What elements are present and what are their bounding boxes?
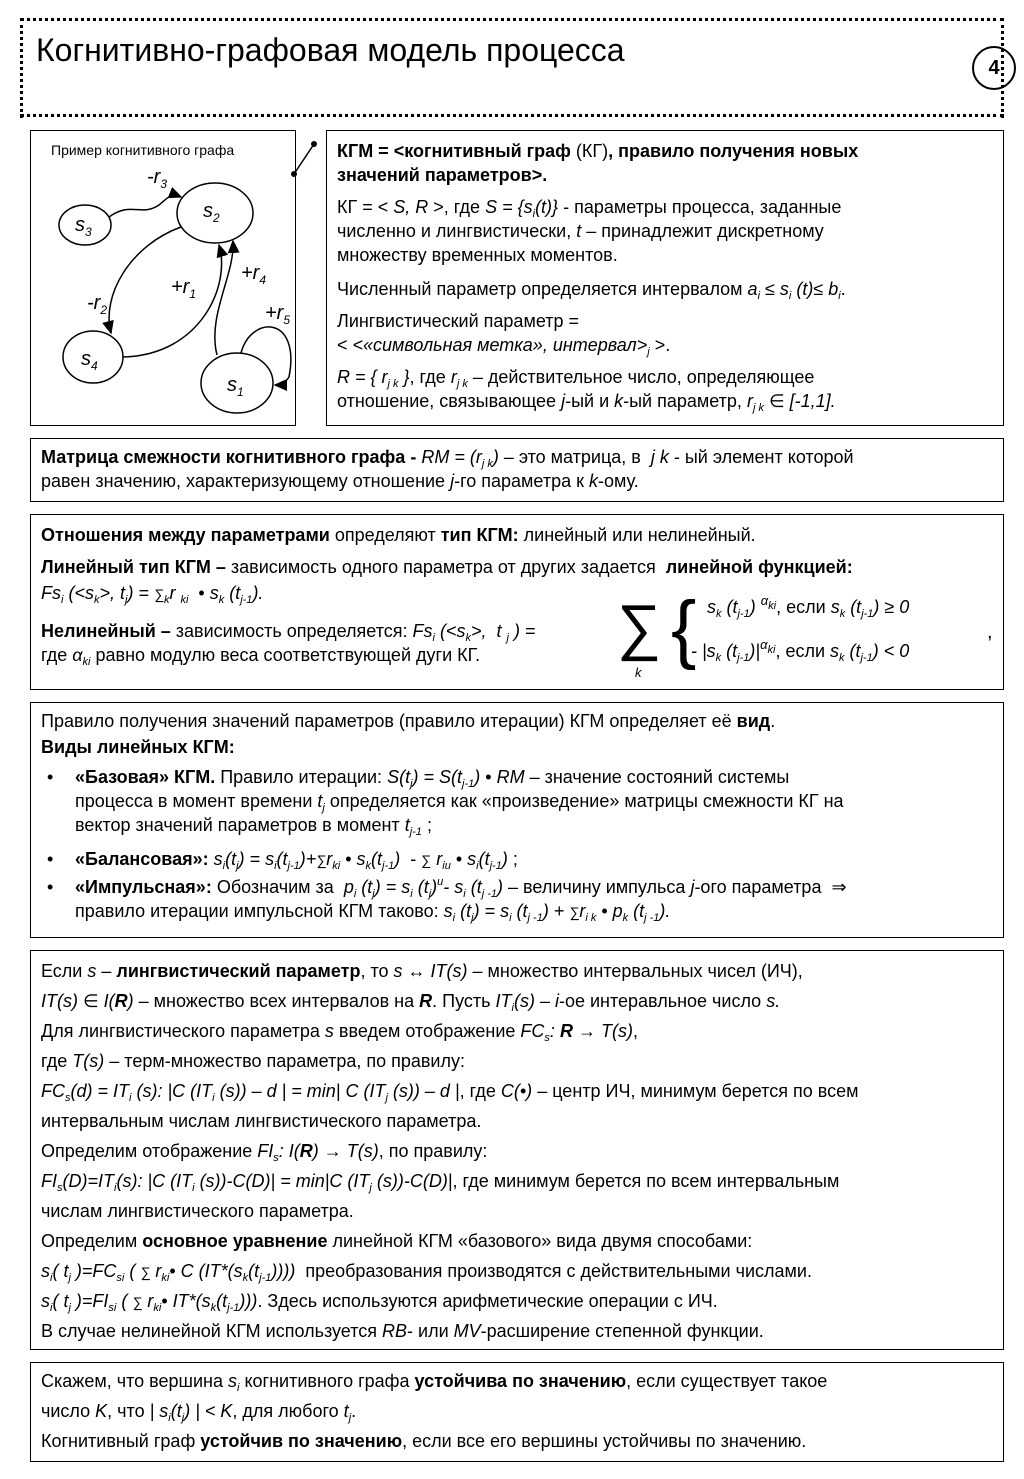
label-r1: $+r_1$ bbox=[171, 276, 197, 301]
label-s3: $s_3$ bbox=[75, 214, 92, 239]
page-title: Когнитивно-графовая модель процесса bbox=[36, 32, 625, 68]
sum-index-k: k bbox=[635, 665, 642, 680]
node-s1 bbox=[201, 353, 273, 413]
base-kgm-item: • «Базовая» КГМ. Правило итерации: $S(t_j) = S(t_{j-1})$ • RM – значение состояний системы процесса в момент времени $t_j$ определяется как «произведение» матрицы смежности КГ на вектор значений параметров в момент $t_{j-1}$ ; bbox=[47, 767, 844, 838]
label-r5: $+r_5$ bbox=[265, 302, 291, 327]
stability-l2: число K, что | $s_i(t_j)$ | < K, для любого $t_j$. bbox=[41, 1401, 357, 1424]
ling-l7: Определим отображение $FI_s$: I(R) → T(s), по правилу: bbox=[41, 1141, 488, 1164]
edge-r1 bbox=[123, 245, 222, 357]
sum-symbol: ∑ bbox=[617, 593, 662, 662]
comma: , bbox=[987, 621, 993, 643]
stability-l3: Когнитивный граф устойчив по значению, если все его вершины устойчивы по значению. bbox=[41, 1431, 807, 1451]
label-s2: $s_2$ bbox=[203, 200, 220, 225]
iteration-line1: Правило получения значений параметров (правило итерации) КГМ определяет её вид. bbox=[41, 711, 776, 731]
label-r3: $-r_3$ bbox=[147, 166, 168, 191]
ling-l10: Определим основное уравнение линейной КГМ «базового» вида двумя способами: bbox=[41, 1231, 753, 1251]
label-r4: $+r_4$ bbox=[241, 262, 267, 287]
ling-l8: $FI_s(D)=IT_i(s)$: |C ($IT_i$ (s))-C(D)| = min|C ($IT_j$ (s))-C(D)|, где минимум берется по всем интервальным bbox=[41, 1171, 840, 1194]
ling-l11: $s_i$( $t_j$ )$=FC_{si}$ ( ∑ $r_{ki}•$ C $(IT*(s_k(t_{j-1})))$) преобразования производятся с действительными числами. bbox=[41, 1261, 812, 1284]
stability-l1: Скажем, что вершина $s_i$ когнитивного графа устойчива по значению, если существует такое bbox=[41, 1371, 828, 1394]
case-positive: $s_k$ $(t_{j-1})$ $^{\alpha_{ki}}$, если $s_k$ $(t_{j-1}) \ge 0$ bbox=[707, 593, 910, 620]
connector-line bbox=[290, 138, 330, 188]
ling-l9: числам лингвистического параметра. bbox=[41, 1201, 354, 1221]
numeric-parameter: Численный параметр определяется интервалом $a_i \le s_i$ $(t)\le b_i$. bbox=[337, 279, 846, 302]
iteration-rules-box bbox=[30, 702, 1004, 938]
relations-line5: где $\alpha_{ki}$ равно модулю веса соответствующей дуги КГ. bbox=[41, 645, 481, 668]
stability-box bbox=[30, 1362, 1004, 1462]
page-number-badge bbox=[972, 46, 1016, 90]
label-s1: $s_1$ bbox=[227, 374, 244, 399]
label-s4: $s_4$ bbox=[81, 348, 98, 373]
ling-l2: IT(s) ∈ I(R) – множество всех интервалов на R. Пусть $IT_i(s) - i-ое$ интеравльное число s. bbox=[41, 991, 781, 1014]
case-negative: - $|s_k$ $(t_{j-1})|^{\alpha_{ki}}$, если $s_k$ $(t_{j-1}) < 0$ bbox=[691, 637, 910, 664]
r-definition: R = { $r_{j k}$ }, где $r_{j k}$ – действительное число, определяющее отношение, связывающее j-ый и k-ый параметр, $r_{j k}$ ∈ [-1,1]. bbox=[337, 367, 836, 414]
relations-line1: Отношения между параметрами определяют тип КГМ: линейный или нелинейный. bbox=[41, 525, 756, 545]
kg-definition: КГ = < S, R >, где $S = \{s_i(t)\}$ - параметры процесса, заданные численно и лингвистически, t – принадлежит дискретному множеству временных моментов. bbox=[337, 197, 842, 265]
kgm-definition-box bbox=[326, 130, 1004, 426]
linguistic-parameter-box bbox=[30, 950, 1004, 1350]
kgm-heading: КГМ = <когнитивный граф (КГ), правило получения новых значений параметров>. bbox=[337, 141, 859, 185]
impulse-kgm-item: • «Импульсная»: Обозначим за $p_i$ $(t_j) = s_i$ $(t_j)^u-$ $s_i$ $(t_{j -1})$ – величину импульса j-ого параметра ⇒ правило итерации импульсной КГМ таково: $s_i$ $(t_j) = s_i$ $(t_{j -1}) + \sum r_{i k}$ • $p_k$ $(t_{j -1})$. bbox=[47, 876, 847, 924]
ling-l3: Для лингвистического параметра s введем отображение $FC_s$: R → T(s), bbox=[41, 1021, 638, 1044]
edge-r3 bbox=[109, 195, 181, 217]
relations-box bbox=[30, 514, 1004, 690]
ling-l1: Если s – лингвистический параметр, то s ↔ IT(s) – множество интервальных чисел (ИЧ), bbox=[41, 961, 803, 981]
graph-caption: Пример когнитивного графа bbox=[51, 142, 235, 158]
brace: { bbox=[671, 586, 697, 671]
adjacency-text: Матрица смежности когнитивного графа - RM = $(r_{j k})$ – это матрица, в j k - ый элемент которой равен значению, характеризующему отношение j-го параметра к k-ому. bbox=[41, 447, 854, 491]
edge-r4 bbox=[215, 241, 233, 355]
relations-line4: Нелинейный – зависимость определяется: $Fs_i$ ($<s_k>$, t $_j$ ) = bbox=[41, 621, 536, 644]
adjacency-matrix-box bbox=[30, 438, 1004, 502]
ling-l4: где T(s) – терм-множество параметра, по правилу: bbox=[41, 1051, 465, 1071]
cognitive-graph bbox=[31, 145, 295, 425]
balance-kgm-item: • «Балансовая»: $s_i(t_j) = s_i(t_{j-1})+\sum r_{ki}$ • $s_k(t_{j-1})$ - ∑ $r_{iu}$ • $s_i(t_{j-1})$ ; bbox=[47, 849, 518, 872]
iteration-line2: Виды линейных КГМ: bbox=[41, 737, 235, 757]
ling-l12: $s_i$( $t_j$ )$=FI_{si}$ ( ∑ $r_{ki}•$ $IT*(s_k(t_{j-1}))$). Здесь используются арифметические операции с ИЧ. bbox=[41, 1291, 718, 1314]
ling-l13: В случае нелинейной КГМ используется RB- или MV-расширение степенной функции. bbox=[41, 1321, 764, 1341]
ling-l6: интервальным числам лингвистического параметра. bbox=[41, 1111, 482, 1131]
graph-example-box bbox=[30, 130, 296, 426]
relations-line2: Линейный тип КГМ – зависимость одного параметра от других задается линейной функцией: bbox=[41, 557, 853, 577]
ling-l5: $FC_s(d) = IT_i$ (s): |C ($IT_i$ (s)) – d | = min| C ($IT_j$ (s)) – d |, где C(•) – центр ИЧ, минимум берется по всем bbox=[41, 1081, 859, 1104]
relations-line3: $Fs_i$ ($<s_k>$, $t_j) = \sum_kr$ $_{ki}$ • $s_k$ $(t_{j-1})$. bbox=[41, 583, 264, 606]
node-s4 bbox=[63, 331, 123, 383]
page-number: 4 bbox=[988, 57, 1000, 79]
label-r2: $-r_2$ bbox=[87, 292, 108, 317]
title-frame-bottom bbox=[20, 114, 1004, 121]
linguistic-parameter: Лингвистический параметр = < <«символьная метка», $интервал>_j$ >. bbox=[337, 311, 671, 358]
